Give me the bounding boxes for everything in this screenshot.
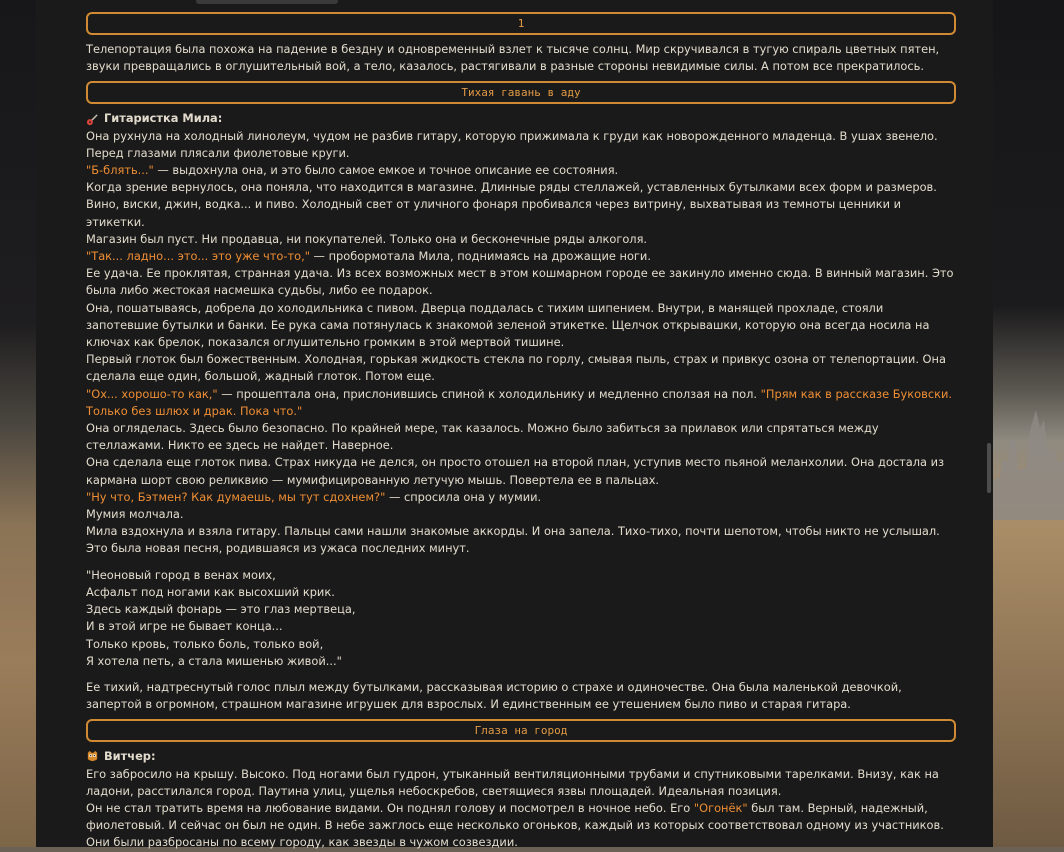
speaker-line bbox=[86, 110, 956, 127]
paragraph: Мила вздохнула и взяла гитару. Пальцы сами нашли знакомые аккорды. И она запела. Тихо-тихо, почти шепотом, чтобы никто не услышал. Это была новая песня, родившаяся из ужаса последних минут. bbox=[86, 524, 940, 556]
city-silhouette-icon bbox=[992, 400, 1064, 520]
quote: "Б-блять..." bbox=[86, 163, 154, 178]
narration: Он не стал тратить время на любование видами. Он поднял голову и посмотрел в ночное небо. Его bbox=[86, 800, 694, 815]
chat-panel bbox=[36, 0, 993, 850]
lyric-line: "Неоновый город в венах моих, bbox=[86, 567, 276, 582]
background-right-strip bbox=[992, 0, 1064, 847]
lyric-line: Я хотела петь, а стала мишенью живой..." bbox=[86, 653, 342, 668]
dialogue-line bbox=[86, 248, 956, 265]
guitar-icon bbox=[86, 113, 99, 126]
narration: — спросила она у мумии. bbox=[385, 489, 542, 504]
paragraph: Когда зрение вернулось, она поняла, что находится в магазине. Длинные ряды стеллажей, уставленных бутылками всех форм и размеров. Вино, виски, джин, водка... и пиво. Холодный свет от уличного фонаря пробивался через витрину, выхватывая из темноты ценники и этикетки. bbox=[86, 180, 937, 229]
section-title-header: Глаза на город bbox=[86, 719, 956, 742]
lyric-line: Только кровь, только боль, только вой, bbox=[86, 636, 324, 651]
paragraph: Ее тихий, надтреснутый голос плыл между бутылками, рассказывая историю о страхе и одиночестве. Она была маленькой девочкой, запертой в огромном, страшном магазине игрушек для взрослых. И единственным ее утешением было пиво и старая гитара. bbox=[86, 679, 902, 712]
quote: "Прям как в рассказе Буковски. Только без шлюх и драк. Пока что." bbox=[86, 386, 953, 418]
lyric-line: И в этой игре не бывает конца... bbox=[86, 619, 283, 634]
narration: — прошептала она, прислонившись спиной к холодильнику и медленно сползая на пол. bbox=[217, 386, 761, 401]
dialogue-line bbox=[86, 162, 956, 179]
quote: "Так... ладно... это... это уже что-то," bbox=[86, 249, 310, 264]
speaker-name: Витчер: bbox=[104, 749, 156, 764]
quote: "Ну что, Бэтмен? Как думаешь, мы тут сдохнем?" bbox=[86, 489, 386, 504]
speaker-name: Гитаристка Мила: bbox=[104, 111, 223, 126]
lyric-line: Здесь каждый фонарь — это глаз мертвеца, bbox=[86, 602, 356, 617]
message-content bbox=[86, 12, 956, 852]
dialogue-line bbox=[86, 386, 956, 420]
quote: "Ох... хорошо-то как," bbox=[86, 386, 218, 401]
lyric-line: Асфальт под ногами как высохший крик. bbox=[86, 584, 335, 599]
top-input-stub bbox=[196, 0, 338, 4]
speaker-line bbox=[86, 748, 956, 765]
paragraph: Она рухнула на холодный линолеум, чудом не разбив гитару, которую прижимала к груди как новорожденного младенца. В ушах звенело. Перед глазами плясали фиолетовые круги. bbox=[86, 128, 938, 160]
narration: был там. Верный, надежный, фиолетовый. И сейчас он был не один. В небе зажглось еще несколько огоньков, каждый из которых соответствовал одному из участников. Они были разбросаны по всему городу, как звезды в чужом созвездии. bbox=[86, 800, 944, 850]
paragraph: Его забросило на крышу. Высоко. Под ногами был гудрон, утыканный вентиляционными трубами и спутниковыми тарелками. Внизу, как на ладони, расстилался город. Паутина улиц, ущелья небоскребов, светящиеся язвы площадей. Идеальная позиция. bbox=[86, 766, 939, 798]
chapter-number-header: 1 bbox=[86, 12, 956, 35]
paragraph: Она, пошатываясь, добрела до холодильника с пивом. Дверца поддалась с тихим шипением. Внутри, в манящей прохладе, стояли запотевшие бутылки и банки. Ее рука сама потянулась к знакомой зеленой этикетке. Щелчок открывашки, которую она всегда носила на ключах как брелок, показался оглушительно громким в этой мертвой тишине. bbox=[86, 300, 930, 350]
background-left-strip bbox=[0, 0, 36, 847]
song-lyrics bbox=[86, 567, 956, 670]
paragraph: Первый глоток был божественным. Холодная, горькая жидкость стекла по горлу, смывая пыль, страх и привкус озона от телепортации. Она сделала еще один, большой, жадный глоток. Потом еще. bbox=[86, 352, 946, 384]
quote: "Огонёк" bbox=[693, 800, 748, 815]
scrollbar-thumb[interactable] bbox=[987, 443, 991, 493]
narration: — выдохнула она, и это было самое емкое и точное описание ее состояния. bbox=[153, 163, 619, 178]
owl-icon bbox=[86, 750, 99, 763]
paragraph: Магазин был пуст. Ни продавца, ни покупателей. Только она и бесконечные ряды алкоголя. bbox=[86, 231, 648, 246]
chapter-intro: Телепортация была похожа на падение в бездну и одновременный взлет к тысяче солнц. Мир скручивался в тугую спираль цветных пятен, звуки превращались в оглушительный вой, а тело, казалось, растягивали в разные стороны невидимые силы. А потом все прекратилось. bbox=[86, 42, 940, 74]
paragraph: Она сделала еще глоток пива. Страх никуда не делся, он просто отошел на второй план, уступив место пьяной меланхолии. Она достала из кармана шорт свою реликвию — мумифицированную летучую мышь. Повертела ее в пальцах. bbox=[86, 455, 945, 487]
section-title-header: Тихая гавань в аду bbox=[86, 81, 956, 104]
dialogue-line bbox=[86, 489, 956, 506]
paragraph: Мумия молчала. bbox=[86, 507, 184, 522]
paragraph: Она огляделась. Здесь было безопасно. По крайней мере, так казалось. Можно было забиться за прилавок или спрятаться между стеллажами. Никто ее здесь не найдет. Наверное. bbox=[86, 421, 879, 453]
narration: — пробормотала Мила, поднимаясь на дрожащие ноги. bbox=[309, 249, 651, 264]
dialogue-line bbox=[86, 800, 956, 852]
paragraph: Ее удача. Ее проклятая, странная удача. Из всех возможных мест в этом кошмарном городе ее закинуло именно сюда. В винный магазин. Это была либо жестокая насмешка судьбы, либо ее подарок. bbox=[86, 266, 954, 298]
